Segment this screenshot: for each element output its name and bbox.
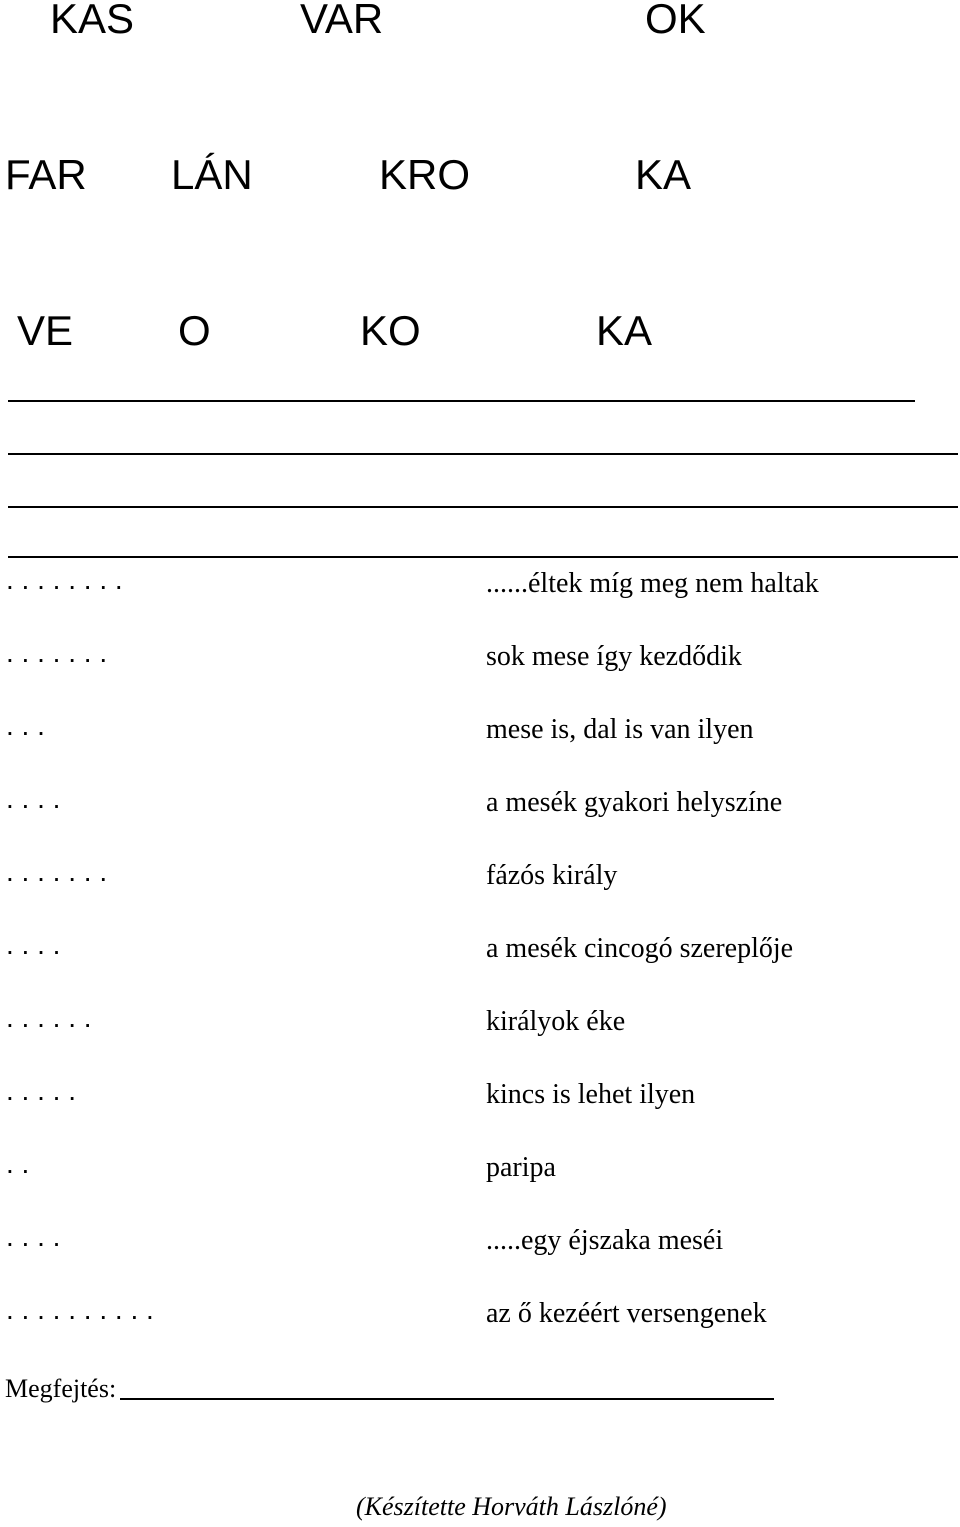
syllable: OK (645, 0, 706, 42)
answer-dots: . . . . . . (6, 1002, 92, 1033)
answer-dots: . . . (6, 710, 45, 741)
clue-text: a mesék gyakori helyszíne (486, 787, 783, 818)
answer-dots: . . . . (6, 929, 61, 960)
clue-text: királyok éke (486, 1006, 626, 1037)
answer-dots: . . . . (6, 1221, 61, 1252)
answer-line (120, 1398, 774, 1400)
answer-label: Megfejtés: (5, 1374, 117, 1403)
writing-line (8, 556, 958, 558)
answer-dots: . . (6, 1148, 30, 1179)
answer-dots: . . . . (6, 783, 61, 814)
clue-text: ......éltek míg meg nem haltak (486, 568, 819, 599)
clue-text: a mesék cincogó szereplője (486, 933, 794, 964)
answer-dots: . . . . . . . . (6, 564, 123, 595)
syllable: O (178, 307, 211, 354)
clue-text: kincs is lehet ilyen (486, 1079, 696, 1110)
writing-line (8, 506, 958, 508)
answer-dots: . . . . . . . (6, 856, 108, 887)
syllable: KO (360, 307, 421, 354)
clue-text: az ő kezéért versengenek (486, 1298, 767, 1329)
answer-dots: . . . . . (6, 1075, 77, 1106)
syllable: KA (596, 307, 653, 354)
clue-text: sok mese így kezdődik (486, 641, 742, 672)
syllable: VE (17, 307, 74, 354)
clue-text: paripa (486, 1152, 556, 1183)
syllable: KRO (379, 151, 471, 198)
answer-dots: . . . . . . . . . . (6, 1294, 154, 1325)
author-credit: (Készítette Horváth Lászlóné) (356, 1492, 667, 1521)
writing-line (8, 400, 915, 402)
clue-text: fázós király (486, 860, 618, 891)
clue-text: mese is, dal is van ilyen (486, 714, 754, 745)
syllable: FAR (5, 151, 87, 198)
clue-text: .....egy éjszaka meséi (486, 1225, 724, 1256)
syllable: LÁN (171, 151, 253, 198)
syllable: VAR (300, 0, 384, 42)
syllable: KAS (50, 0, 135, 42)
answer-dots: . . . . . . . (6, 637, 108, 668)
writing-line (8, 453, 958, 455)
syllable: KA (635, 151, 692, 198)
